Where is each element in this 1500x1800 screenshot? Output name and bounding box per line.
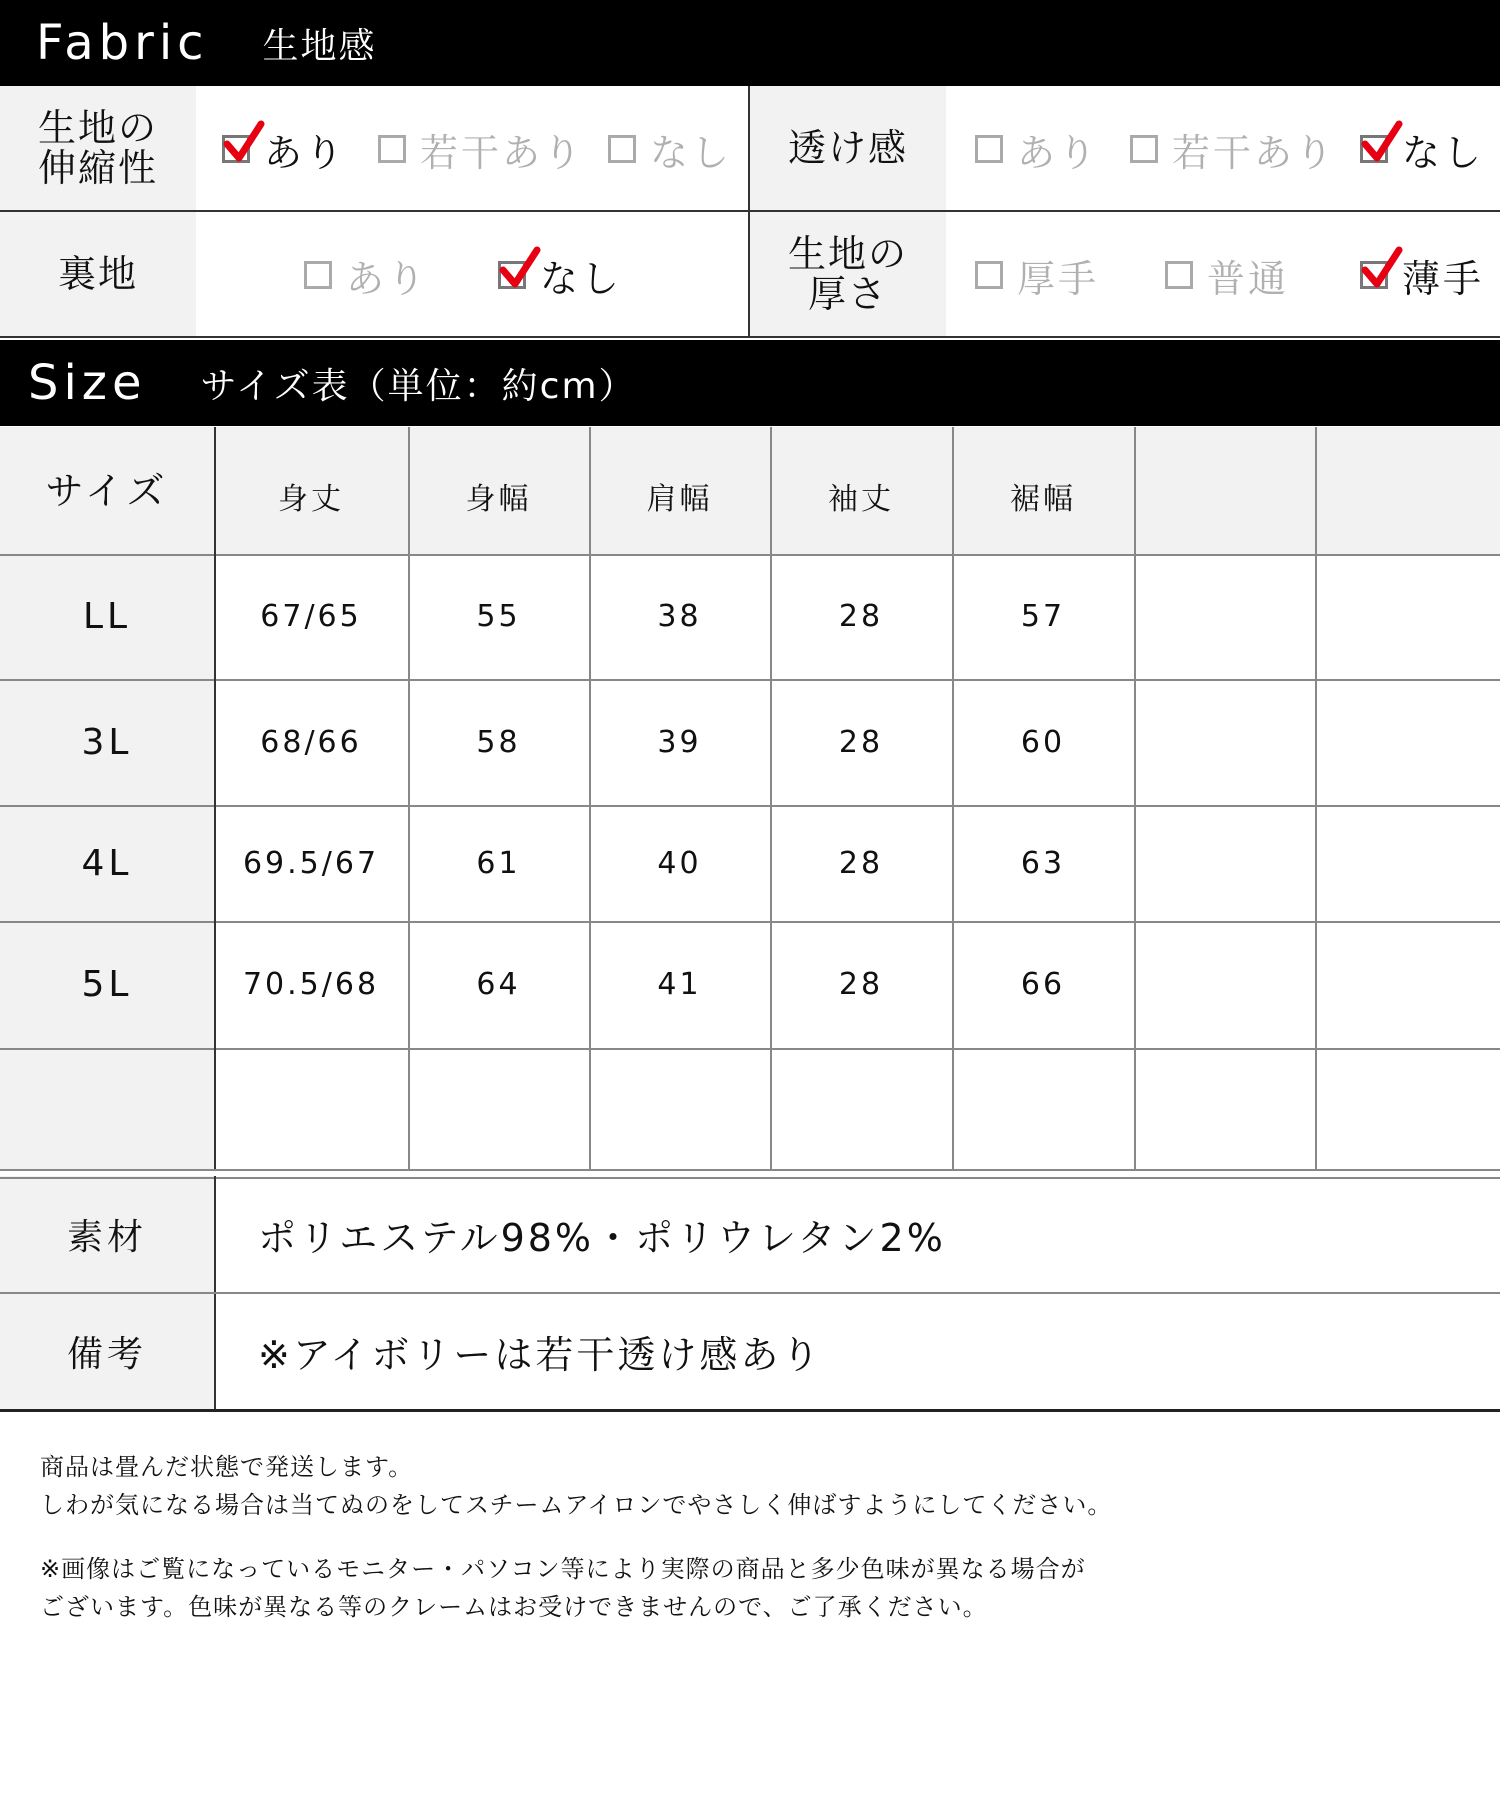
checkmark-icon	[1361, 246, 1403, 292]
size-row-label: 4L	[81, 842, 133, 884]
fabric-label-lining: 裏地	[0, 212, 196, 336]
note-line: ございます。色味が異なる等のクレームはお受けできませんので、ご了承ください。	[40, 1593, 988, 1621]
size-table-cell	[1315, 805, 1500, 921]
material-label: 素材	[66, 1216, 147, 1258]
fabric-option-label: 若干あり	[420, 130, 585, 175]
empty-box-icon	[975, 135, 1003, 163]
size-row-label: 5L	[81, 964, 133, 1005]
table-bottom-border	[0, 1409, 1500, 1412]
fabric-option-label: 普通	[1207, 256, 1290, 301]
checkmark-icon	[223, 120, 265, 166]
material-value: ポリエステル98%・ポリウレタン2%	[258, 1215, 946, 1260]
size-row-label: LL	[82, 596, 132, 637]
checked-box-icon	[1360, 261, 1388, 289]
grid-vline	[952, 427, 954, 1169]
size-table-cell: 58	[476, 724, 521, 760]
fabric-option-label: あり	[264, 130, 347, 175]
empty-box-icon	[608, 135, 636, 163]
measure-column-header: 裾幅	[1010, 481, 1076, 517]
notes	[40, 1448, 1112, 1626]
fabric-label-stretch: 生地の 伸縮性	[0, 86, 196, 210]
size-header	[0, 340, 1500, 426]
fabric-option-checkbox[interactable]	[1130, 124, 1336, 174]
checked-box-icon	[1360, 135, 1388, 163]
measure-column-header: 肩幅	[646, 481, 713, 517]
note-line: 商品は畳んだ状態で発送します。	[40, 1453, 414, 1481]
fabric-title-en: Fabric	[36, 15, 209, 71]
size-table-cell: 61	[476, 845, 521, 881]
size-table-cell: 41	[657, 967, 702, 1002]
grid-vline	[589, 427, 591, 1169]
fabric-option-checkbox[interactable]	[1165, 250, 1289, 300]
fabric-option-label: あり	[1017, 130, 1100, 175]
size-table-cell	[1315, 921, 1500, 1048]
size-table-cell	[1315, 1048, 1500, 1169]
fabric-option-label: なし	[1402, 130, 1485, 175]
fabric-option-checkbox[interactable]	[304, 250, 428, 300]
grid-hline	[0, 805, 1500, 807]
fabric-option-label: 厚手	[1017, 256, 1100, 301]
size-table-cell: 38	[657, 599, 702, 634]
fabric-option-label: あり	[346, 256, 429, 301]
size-table-cell: 66	[1020, 967, 1066, 1002]
size-row-label	[0, 1048, 214, 1169]
fabric-option-checkbox[interactable]	[608, 124, 732, 174]
checkmark-icon	[1361, 120, 1403, 166]
note-line: ※画像はご覧になっているモニター・パソコン等により実際の商品と多少色味が異なる場合が	[40, 1555, 1086, 1583]
empty-box-icon	[975, 261, 1003, 289]
size-table-cell	[952, 1048, 1134, 1169]
size-table-cell	[1134, 554, 1315, 679]
measure-column-header	[1134, 427, 1315, 554]
fabric-option-label: なし	[540, 256, 623, 301]
size-table-cell: 60	[1020, 724, 1066, 760]
size-table-cell: 70.5/68	[242, 967, 380, 1002]
size-table-cell: 28	[838, 845, 884, 881]
size-table-cell	[1315, 554, 1500, 679]
size-title-en: Size	[28, 355, 147, 411]
grid-vline	[214, 427, 216, 1169]
grid-vline	[408, 427, 410, 1169]
fabric-title-ja: 生地感	[262, 25, 377, 67]
remarks-label: 備考	[66, 1334, 147, 1375]
grid-vline	[1134, 427, 1136, 1169]
fabric-option-checkbox[interactable]	[1360, 124, 1484, 174]
fabric-row-divider	[0, 210, 1500, 212]
size-table-cell: 67/65	[260, 599, 362, 634]
checked-box-icon	[498, 261, 526, 289]
empty-box-icon	[304, 261, 332, 289]
grid-hline	[0, 679, 1500, 681]
size-table-cell: 39	[657, 724, 702, 760]
remarks-value: ※アイボリーは若干透け感あり	[258, 1333, 823, 1377]
measure-column-header: 身丈	[278, 481, 344, 517]
grid-vline	[1315, 427, 1317, 1169]
size-table-cell	[1134, 679, 1315, 805]
size-row-label: 3L	[81, 721, 133, 763]
grid-hline	[0, 1169, 1500, 1171]
size-table-cell	[589, 1048, 770, 1169]
fabric-bottom-border	[0, 336, 1500, 338]
size-table-cell	[1134, 1048, 1315, 1169]
size-column-header: サイズ	[45, 469, 169, 513]
checked-box-icon	[222, 135, 250, 163]
fabric-option-label: 薄手	[1402, 256, 1485, 301]
size-table-cell	[770, 1048, 952, 1169]
fabric-option-checkbox[interactable]	[378, 124, 584, 174]
size-table-cell: 28	[838, 599, 884, 634]
size-table-cell: 63	[1020, 845, 1066, 881]
size-table-cell	[1315, 679, 1500, 805]
size-table-cell	[1134, 921, 1315, 1048]
size-table-cell: 68/66	[260, 724, 362, 760]
size-table-cell	[1134, 805, 1315, 921]
measure-column-header: 袖丈	[828, 481, 894, 517]
fabric-grid	[0, 86, 1500, 336]
size-table-cell: 28	[838, 724, 884, 760]
empty-box-icon	[378, 135, 406, 163]
size-table-cell: 28	[838, 967, 884, 1002]
fabric-option-checkbox[interactable]	[975, 124, 1099, 174]
size-table-cell	[214, 1048, 408, 1169]
fabric-column-divider	[748, 86, 750, 338]
size-title-ja: サイズ表（単位：約cm）	[200, 365, 637, 407]
grid-hline	[0, 921, 1500, 923]
fabric-option-label: 若干あり	[1172, 130, 1337, 175]
fabric-option-checkbox[interactable]	[222, 124, 346, 174]
size-table-cell: 69.5/67	[242, 845, 380, 881]
grid-hline	[0, 1048, 1500, 1050]
empty-box-icon	[1165, 261, 1193, 289]
size-table-cell: 57	[1020, 599, 1066, 634]
size-table-cell: 40	[657, 845, 702, 881]
fabric-option-checkbox[interactable]	[975, 250, 1099, 300]
note-line	[40, 1524, 1112, 1550]
size-table-cell	[408, 1048, 589, 1169]
size-table-cell: 64	[476, 967, 521, 1002]
size-table-cell: 55	[476, 599, 521, 634]
fabric-label-sheer: 透け感	[750, 86, 946, 210]
note-line: しわが気になる場合は当てぬのをしてスチームアイロンでやさしく伸ばすようにしてください。	[40, 1491, 1113, 1519]
fabric-header	[0, 0, 1500, 86]
fabric-option-label: なし	[650, 130, 733, 175]
empty-box-icon	[1130, 135, 1158, 163]
fabric-option-checkbox[interactable]	[498, 250, 622, 300]
grid-hline	[0, 554, 1500, 556]
measure-column-header: 身幅	[465, 481, 532, 517]
measure-column-header	[1315, 427, 1500, 554]
fabric-option-checkbox[interactable]	[1360, 250, 1484, 300]
checkmark-icon	[499, 246, 541, 292]
fabric-label-thickness: 生地の 厚さ	[750, 212, 946, 336]
grid-vline	[770, 427, 772, 1169]
